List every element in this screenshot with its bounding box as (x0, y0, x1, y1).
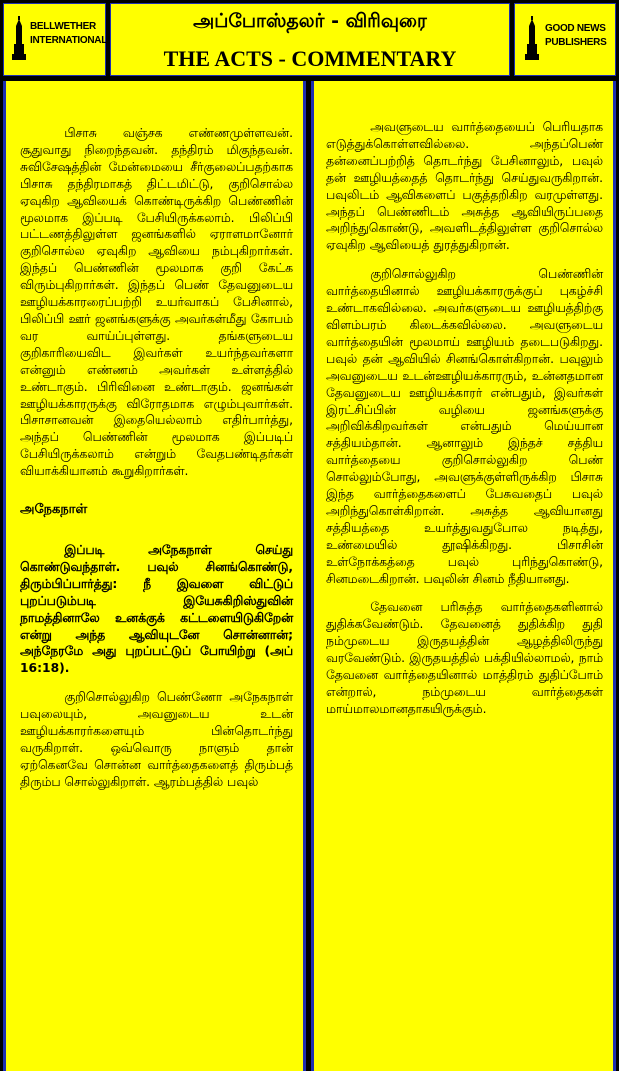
bellwether-logo (3, 3, 106, 76)
left-paragraph-2: குறிசொல்லுகிற பெண்ணோ அநேகநாள் பவுலையும், அவனுடைய உடன் ஊழியக்காரர்களையும் பின்தொடர்ந்து வருகிறாள். ஒவ்வொரு நாளும் தான் ஏற்கெனவே சொன்ன வார்த்தைகளைத் திரும்பத் திரும்ப சொல்லுகிறாள். ஆரம்பத்தில் பவுல் (20, 690, 293, 789)
left-logo-line2: INTERNATIONAL (30, 35, 108, 46)
bell-tower-icon (12, 16, 26, 60)
title-tamil: அப்போஸ்தலர் - விரிவுரை (193, 10, 427, 32)
right-paragraph-2: குறிசொல்லுகிற பெண்ணின் வார்த்தையினால் ஊழியக்காரருக்குப் புகழ்ச்சி உண்டாகவில்லை. அவர்களுடைய ஊழியத்திற்கு விளம்பரம் கிடைக்கவில்லை. அவளுடைய வார்த்தையின் மூலமாய் ஊழியம் தடைபடுகிறது. பவுல் தன் ஆவியில் சினங்கொள்கிறான். பவுலும் அவனுடைய உடன்ஊழியக்காரரும், உன்னதமான தேவனுடைய ஊழியக்காரர் என்பதும், இவர்கள் இரட்சிப்பின் வழியை ஜனங்களுக்கு அறிவிக்கிறவர்கள் என்பதும் மெய்யான சத்தியம்தான். ஆனாலும் இந்தச் சத்திய வார்த்தையை குறிசொல்லுகிற பெண் சொல்லும்போது, அவளுக்குள்ளிருக்கிற பிசாசு இந்த வார்த்தைகளைப் பேசுவதைப் பவுல் அறிந்துகொள்கிறான். அசுத்த ஆவியானது சத்தியத்தை உயர்த்துவதுபோல நடித்து, உண்மையில் தூஷிக்கிறது. பிசாசின் உள்நோக்கத்தை பவுல் புரிந்துகொண்டு, சினமடைகிறான். பவுலின் சினம் நீதியானது. (326, 267, 603, 586)
right-column (311, 81, 616, 1071)
right-logo-line1: GOOD NEWS (545, 23, 606, 34)
right-logo-line2: PUBLISHERS (545, 37, 607, 48)
right-logo-text (545, 22, 606, 50)
section-heading: அநேகநாள் (20, 502, 88, 518)
header-bar (0, 0, 619, 81)
title-box (110, 3, 510, 76)
left-paragraph-1: பிசாசு வஞ்சக எண்ணமுள்ளவன். சூதுவாது நிறைந்தவன். தந்திரம் மிகுந்தவன். சுவிசேஷத்தின் மேன்மையை சீர்குலைப்பதற்காக பிசாசு தந்திரமாகத் திட்டமிட்டு, குறிசொல்ல ஏவுகிற ஆவியைக் கொண்டிருக்கிற பெண்ணின் மூலமாக இப்படி பேசியிருக்கலாம். பிலிப்பி பட்டணத்திலுள்ள ஜனங்களில் ஏராளமானோர் குறிசொல்ல ஏவுகிற ஆவியை நம்புகிறார்கள். இந்தப் பெண்ணின் மூலமாக குறி கேட்க விரும்புகிறார்கள். இந்தப் பெண் தேவனுடைய ஊழியக்காரரைப்பற்றி உயர்வாகப் பேசினால், பிலிப்பி ஊர் ஜனங்களுக்கு அவர்கள்மீது கோபம் வர வாய்ப்புள்ளது. தங்களுடைய குறிகாரியைவிட இவர்கள் உயர்ந்தவர்களா என்னும் எண்ணம் அவர்கள் உள்ளத்தில் உண்டாகும். பிரிவினை உண்டாகும். ஜனங்கள் ஊழியக்காரருக்கு விரோதமாக எழும்புவார்கள். பிசாசானவன் இதையெல்லாம் எதிர்பார்த்து, அந்தப் பெண்ணின் மூலமாக இப்படிப் பேசியிருக்கலாம் என்றும் வேதபண்டிதர்கள் வியாக்கியானம் கூறுகிறார்கள். (20, 126, 293, 479)
bell-tower-icon (525, 16, 539, 60)
left-column (3, 81, 306, 1071)
right-paragraph-1: அவளுடைய வார்த்தையைப் பெரியதாக எடுத்துக்கொள்ளவில்லை. அந்தப்பெண் தன்னைப்பற்றித் தொடர்ந்து பேசினாலும், பவுல் தன் ஊழியத்தைத் தொடர்ந்து செய்துவருகிறான். பவுலிடம் ஆவிகளைப் பகுத்தறிகிற வரமுள்ளது. அந்தப் பெண்ணிடம் அசுத்த ஆவியிருப்பதை அறிந்துகொண்டு, அவளிடத்திலுள்ள குறிசொல்ல ஏவுகிற ஆவியைத் துரத்துகிறான். (326, 120, 603, 253)
good-news-logo (514, 3, 616, 76)
right-paragraph-3: தேவனை பரிசுத்த வார்த்தைகளினால் துதிக்கவேண்டும். தேவனைத் துதிக்கிற துதி நம்முடைய இருதயத்தின் ஆழத்திலிருந்து வரவேண்டும். இருதயத்தில் பக்தியில்லாமல், நாம் தேவனை வார்த்தையினால் மாத்திரம் துதிப்போம் என்றால், நம்முடைய வார்த்தைகள் மாய்மாலமானதாகயிருக்கும். (326, 600, 603, 716)
left-logo-line1: BELLWETHER (30, 21, 96, 32)
scripture-verse: இப்படி அநேகநாள் செய்து கொண்டுவந்தாள். பவுல் சினங்கொண்டு, திரும்பிப்பார்த்து: நீ இவளை விட்டுப் புறப்படும்படி இயேசுகிறிஸ்துவின் நாமத்தினாலே உனக்குக் கட்டளையிடுகிறேன் என்று அந்த ஆவியுடனே சொன்னான்; அந்நேரமே அது புறப்பட்டுப் போயிற்று (அப் 16:18). (20, 543, 293, 676)
left-logo-text (30, 20, 107, 48)
title-english: THE ACTS - COMMENTARY (163, 46, 457, 71)
